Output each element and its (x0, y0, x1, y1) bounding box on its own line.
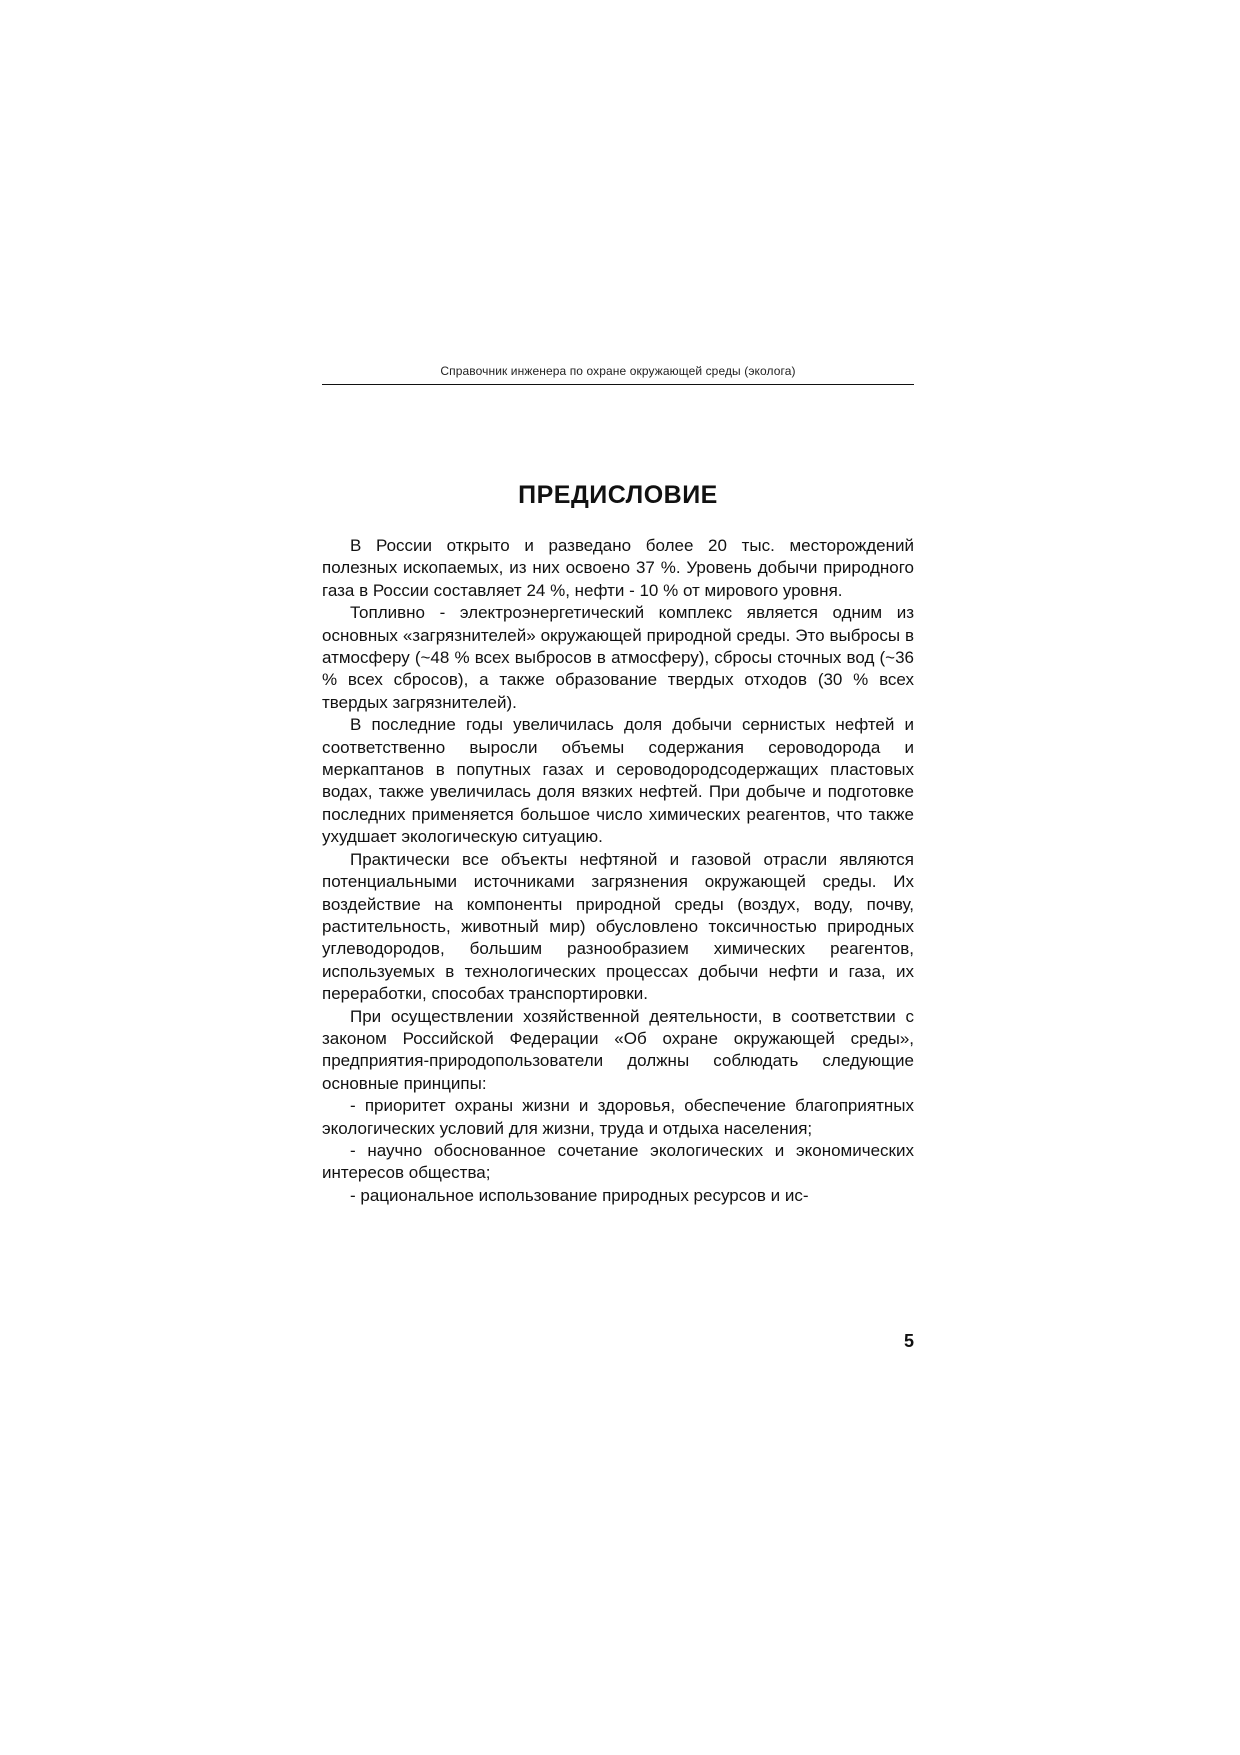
running-header: Справочник инженера по охране окружающей среды (эколога) (322, 362, 914, 385)
body-text (322, 535, 914, 1207)
list-item: - рациональное использование природных ресурсов и ис- (350, 1185, 809, 1205)
list-item: - научно обоснованное сочетание экологических и экономических интересов общества; (322, 1140, 914, 1183)
page-title: ПРЕДИСЛОВИЕ (518, 481, 718, 509)
paragraph: В России открыто и разведано более 20 тыс. месторождений полезных ископаемых, из них освоено 37 %. Уровень добычи природного газа в России составляет 24 %, нефти - 10 % от мирового уровня. (322, 536, 914, 600)
paragraph: При осуществлении хозяйственной деятельности, в соответствии с законом Российской Федерации «Об охране окружающей среды», предприятия-природопользователи должны соблюдать следующие основные принципы: (322, 1006, 914, 1093)
paragraph: Практически все объекты нефтяной и газовой отрасли являются потенциальными источниками загрязнения окружающей среды. Их воздействие на компоненты природной среды (воздух, воду, почву, растительность, животный мир) обусловлено токсичностью природных углеводородов, большим разнообразием химических реагентов, используемых в технологических процессах добычи нефти и газа, их переработки, способах транспортировки. (322, 849, 914, 1004)
page-number: 5 (903, 1331, 914, 1351)
paragraph: В последние годы увеличилась доля добычи сернистых нефтей и соответственно выросли объемы содержания сероводорода и меркаптанов в попутных газах и сероводородсодержащих пластовых водах, также увеличилась доля вязких нефтей. При добыче и подготовке последних применяется большое число химических реагентов, что также ухудшает экологическую ситуацию. (322, 715, 914, 847)
paragraph: Топливно - электроэнергетический комплекс является одним из основных «загрязнителей» окружающей природной среды. Это выбросы в атмосферу (~48 % всех выбросов в атмосферу), сбросы сточных вод (~36 % всех сбросов), а также образование твердых отходов (30 % всех твердых загрязнителей). (322, 603, 914, 712)
list-item: - приоритет охраны жизни и здоровья, обеспечение благоприятных экологических условий для жизни, труда и отдыха населения; (322, 1096, 914, 1138)
